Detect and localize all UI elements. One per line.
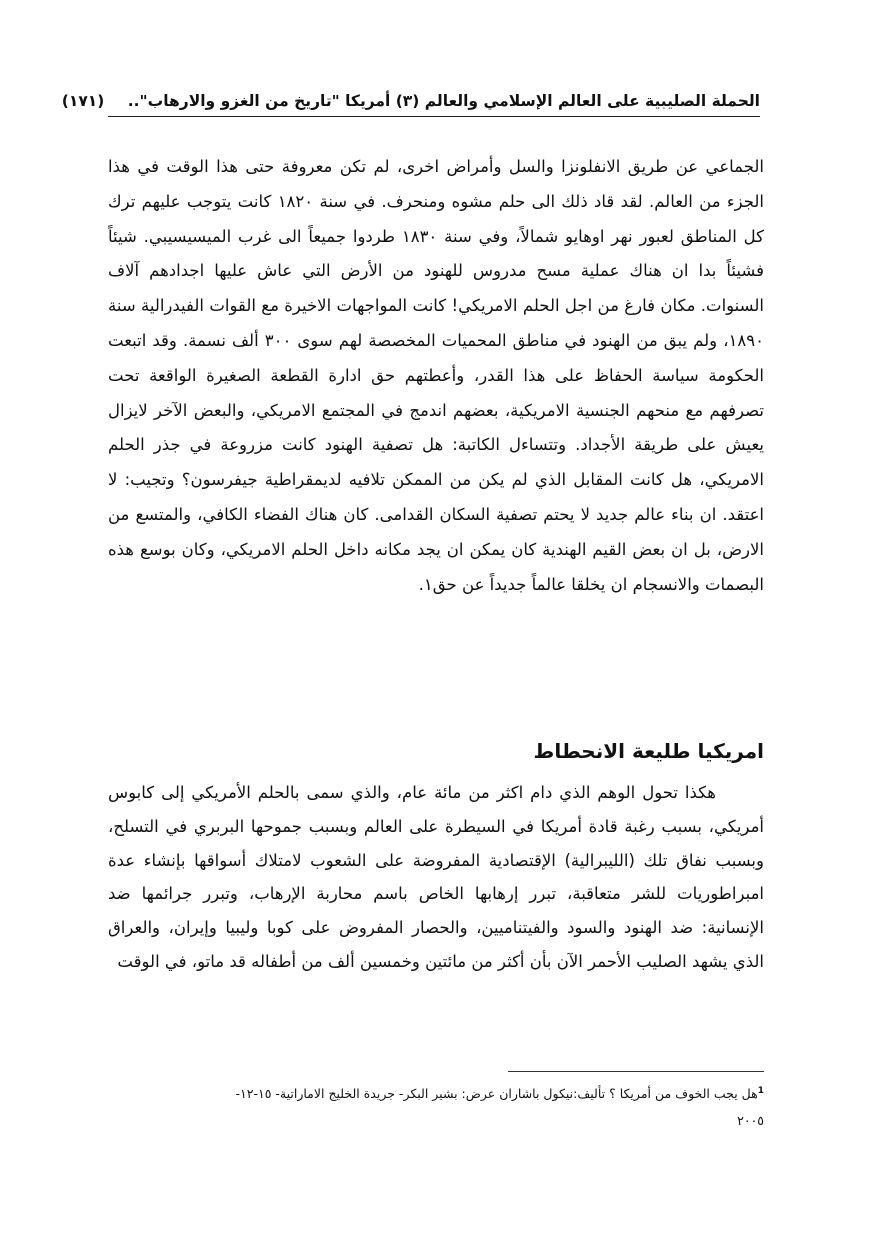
footnote-date-suffix: ٢٠٠٥ [737,1113,764,1129]
header-rule [108,116,760,117]
page-number: (١٧١) [61,92,105,110]
footnote [108,1078,764,1134]
header-title: الحملة الصليبية على العالم الإسلامي والعالم (٣) أمريكا "تاريخ من الغزو والارهاب".. [127,92,760,110]
footnote-rule [508,1071,764,1072]
section-heading: امريكيا طليعة الانحطاط [533,739,764,763]
body-paragraph-2 [108,776,764,979]
body-paragraph-1: الجماعي عن طريق الانفلونزا والسل وأمراض اخرى، لم تكن معروفة حتى هذا الوقت في هذا الجزء من العالم. لقد قاد ذلك الى حلم مشوه ومنحرف. في سنة ١٨٢٠ كانت يتوجب عليهم ترك كل المناطق لعبور نهر اوهايو شمالاً، وفي سنة ١٨٣٠ طردوا جميعاً الى غرب الميسيسيبي. شيئاً فشيئاً بدا ان هناك عملية مسح مدروس للهنود من الأرض التي عاش عليها اجدادهم آلاف السنوات. مكان فارغ من اجل الحلم الامريكي! كانت المواجهات الاخيرة مع القوات الفيدرالية سنة ١٨٩٠، ولم يبق من الهنود في مناطق المحميات المخصصة لهم سوى ٣٠٠ ألف نسمة. وقد اتبعت الحكومة سياسة الحفاظ على هذا القدر، وأعطتهم حق ادارة القطعة الصغيرة الواقعة تحت تصرفهم مع منحهم الجنسية الامريكية، بعضهم اندمج في المجتمع الامريكي، والبعض الآخر لايزال يعيش على طريقة الأجداد. وتتساءل الكاتبة: هل تصفية الهنود كانت مزروعة في جذر الحلم الامريكي، هل كانت المقابل الذي لم يكن من الممكن تلافيه لديمقراطية جيفرسون؟ وتجيب: لا اعتقد. ان بناء عالم جديد لا يحتم تصفية السكان القدامى. كان هناك الفضاء الكافي، والمتسع من الارض، بل ان بعض القيم الهندية كان يمكن ان يجد مكانه داخل الحلم الامريكي، وكان بوسع هذه البصمات والانسجام ان يخلقا عالماً جديداً عن حق١. [108,157,765,594]
running-header [61,86,760,116]
body-paragraph-2-text: هكذا تحول الوهم الذي دام اكثر من مائة عام، والذي سمى بالحلم الأمريكي إلى كابوس أمريكي، بسبب رغبة قادة أمريكا في السيطرة على العالم وبسبب جموحها البربري في التسلح، وبسبب نفاق تلك (الليبرالية) الإقتصادية المفروضة على الشعوب لامتلاك أسواقها بإنشاء عدة امبراطوريات للشر متعاقبة، تبرر إرهابها الخاص باسم محاربة الإرهاب، وتبرر جرائمها ضد الإنسانية: ضد الهنود والسود والفيتناميين، والحصار المفروض على كوبا وليبيا وإيران، والعراق الذي يشهد الصليب الأحمر الآن بأن أكثر من مائتين وخمسين ألف من أطفاله قد ماتو، في الوقت [108,783,764,971]
footnote-text: هل يجب الخوف من أمريكا ؟ تأليف:نيكول باشاران عرض: بشير البكر- جريدة الخليج الاماراتية- ١٥-١٢- [235,1086,758,1102]
footnote-marker: 1 [757,1086,764,1096]
